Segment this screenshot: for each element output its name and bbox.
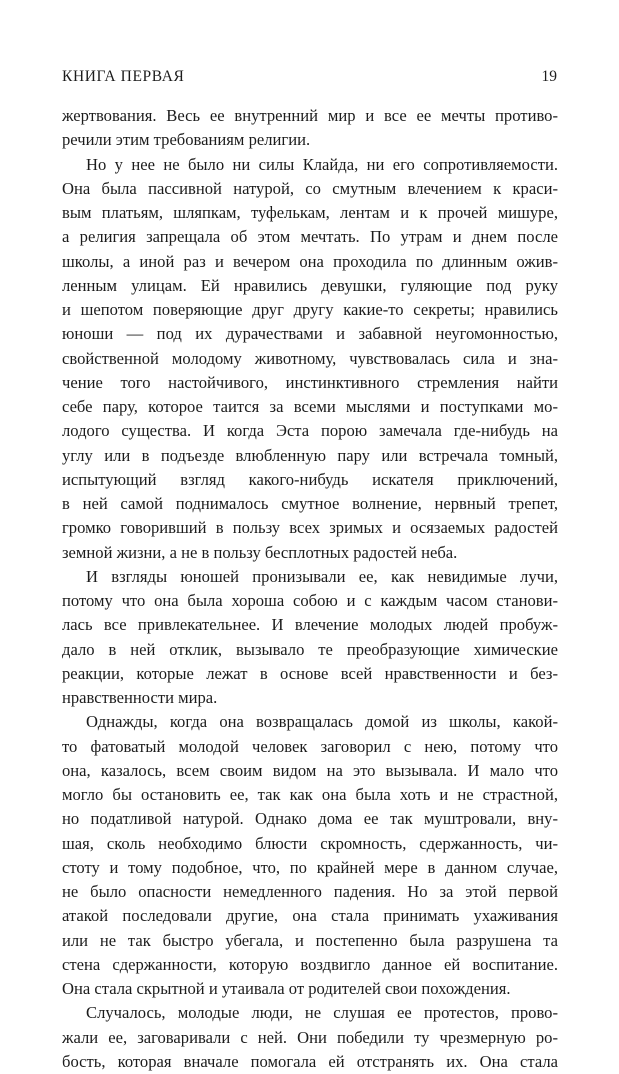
text-line: то фатоватый молодой человек заговорил с нею, потому что bbox=[62, 736, 558, 756]
text-line: она, казалось, всем своим видом на это вызывала. И мало что bbox=[62, 760, 558, 780]
text-line: жертвования. Весь ее внутренний мир и все ее мечты противо- bbox=[62, 106, 558, 125]
text-line: дало в ней отклик, вызывало те преобразующие химические bbox=[62, 639, 558, 659]
text-line: нравственности мира. bbox=[62, 688, 218, 707]
text-line: а религия запрещала об этом мечтать. По утрам и днем после bbox=[62, 227, 558, 247]
paragraph bbox=[62, 104, 558, 153]
text-line: школы, а иной раз и вечером она проходила по длинным ожив- bbox=[62, 251, 558, 271]
page-number: 19 bbox=[541, 68, 557, 85]
book-section-title: КНИГА ПЕРВАЯ bbox=[62, 68, 185, 85]
text-line: бость, которая вначале помогала ей отстранять их. Она стала bbox=[62, 1051, 558, 1071]
paragraph bbox=[62, 1001, 558, 1074]
text-line: лась все привлекательнее. И влечение молодых людей пробуж- bbox=[62, 615, 558, 635]
paragraph bbox=[62, 710, 558, 1001]
text-line: земной жизни, а не в пользу бесплотных радостей неба. bbox=[62, 542, 458, 562]
text-line: Но у нее не было ни силы Клайда, ни его сопротивляемости. bbox=[86, 154, 558, 174]
text-line: свойственной молодому животному, чувствовалась сила и зна- bbox=[62, 348, 558, 368]
text-line: Она стала скрытной и утаивала от родителей свои похождения. bbox=[62, 979, 511, 998]
body-text bbox=[62, 104, 558, 1074]
text-line: углу или в подъезде влюбленную пару или встречала томный, bbox=[62, 445, 558, 465]
paragraph bbox=[62, 153, 558, 565]
text-line: И взгляды юношей пронизывали ее, как невидимые лучи, bbox=[86, 566, 558, 586]
text-line: атакой последовали другие, она стала принимать ухаживания bbox=[62, 906, 558, 926]
text-line: стоту и тому подобное, что, по крайней мере в данном случае, bbox=[62, 857, 558, 877]
text-line: юноши — под их дурачествами и забавной неугомонностью, bbox=[62, 324, 558, 344]
text-line: громко говоривший в пользу всех зримых и осязаемых радостей bbox=[62, 518, 558, 538]
text-line: реакции, которые лежат в основе всей нравственности и без- bbox=[62, 663, 558, 683]
text-line: не было опасности немедленного падения. Но за этой первой bbox=[62, 882, 558, 901]
text-line: Случалось, молодые люди, не слушая ее протестов, прово- bbox=[86, 1003, 558, 1023]
text-line: потому что она была хороша собою и с каждым часом станови- bbox=[62, 591, 558, 610]
text-line: себе пару, которое таится за всеми мыслями и поступками мо- bbox=[62, 397, 558, 416]
text-line: и шепотом поверяющие друг другу какие-то секреты; нравились bbox=[62, 300, 558, 319]
text-line: ленным улицам. Ей нравились девушки, гуляющие под руку bbox=[62, 275, 558, 295]
text-line: испытующий взгляд какого-нибудь искателя приключений, bbox=[62, 469, 558, 489]
text-line: чение того настойчивого, инстинктивного стремления найти bbox=[62, 372, 558, 392]
text-line: Однажды, когда она возвращалась домой из школы, какой- bbox=[86, 712, 558, 732]
text-line: речили этим требованиям религии. bbox=[62, 130, 311, 150]
text-line: стена сдержанности, которую воздвигло данное ей воспитание. bbox=[62, 954, 558, 974]
text-line: лодого существа. И когда Эста порою замечала где-нибудь на bbox=[62, 421, 558, 441]
text-line: вым платьям, шляпкам, туфелькам, лентам и к прочей мишуре, bbox=[62, 203, 558, 222]
text-line: Она была пассивной натурой, со смутным влечением к краси- bbox=[62, 178, 558, 198]
paragraph bbox=[62, 565, 558, 711]
text-line: в ней самой поднималось смутное волнение, нервный трепет, bbox=[62, 494, 558, 513]
text-line: шая, сколь необходимо блюсти скромность, сдержанность, чи- bbox=[62, 833, 558, 853]
text-line: но податливой натурой. Однако дома ее так муштровали, вну- bbox=[62, 809, 558, 829]
text-line: могло бы остановить ее, так как она была хоть и не страстной, bbox=[62, 785, 558, 804]
text-line: или не так быстро убегала, и постепенно была разрушена та bbox=[62, 930, 558, 950]
text-line: жали ее, заговаривали с ней. Они победили ту чрезмерную ро- bbox=[62, 1027, 558, 1047]
running-header bbox=[62, 66, 557, 88]
